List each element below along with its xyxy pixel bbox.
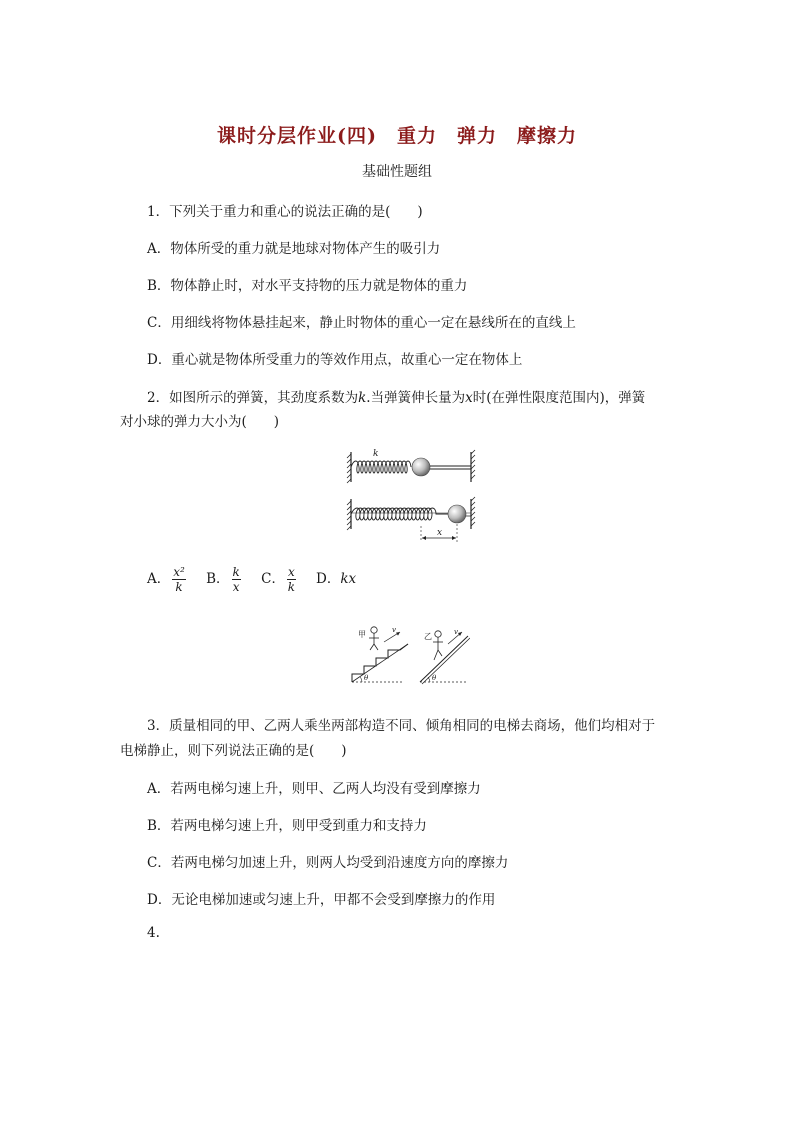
q1-option-c: C．用细线将物体悬挂起来，静止时物体的重心一定在悬线所在的直线上	[147, 315, 576, 331]
q2-stem-line1	[147, 386, 645, 406]
section-subtitle: 基础性题组	[362, 164, 432, 180]
q2-options	[147, 565, 370, 594]
q2-stem-line2: 对小球的弹力大小为( )	[120, 414, 280, 430]
left-theta-label: θ	[364, 674, 369, 682]
page-title: 课时分层作业(四) 重力 弹力 摩擦力	[217, 125, 577, 147]
q1-option-b: B．物体静止时，对水平支持物的压力就是物体的重力	[147, 278, 468, 294]
ball-top	[412, 458, 430, 476]
ball-bottom	[448, 505, 466, 523]
q2-option-d: D．kx	[316, 571, 357, 587]
q1-option-d: D．重心就是物体所受重力的等效作用点，故重心一定在物体上	[147, 352, 523, 368]
spring-figure	[345, 446, 477, 544]
q2-stem-a: 2．如图所示的弹簧，其劲度系数为	[147, 390, 359, 406]
q2-stem-b: .当弹簧伸长量为	[366, 390, 466, 406]
q2-stem-c: 时(在弹性限度范围内)，弹簧	[472, 390, 646, 406]
q3-option-d: D．无论电梯加速或匀速上升，甲都不会受到摩擦力的作用	[147, 892, 496, 908]
fraction-k-over-x: $\frac{k}{x}$	[232, 565, 240, 594]
right-person-label: 乙	[424, 632, 432, 641]
q3-stem-line1: 3．质量相同的甲、乙两人乘坐两部构造不同、倾角相同的电梯去商场，他们均相对于	[147, 718, 656, 734]
fraction-x2-over-k: $\frac{\text{x²}}{k}$	[173, 565, 185, 594]
q3-option-a: A．若两电梯匀速上升，则甲、乙两人均没有受到摩擦力	[147, 781, 481, 797]
q2-option-a: A． $\frac{\text{x²}}{k}$	[147, 565, 185, 594]
ramp-escalator	[420, 628, 470, 684]
stair-escalator	[352, 626, 408, 682]
spring-x-label: x	[437, 528, 443, 538]
spring-k-label: k	[373, 449, 379, 459]
escalator-figure	[348, 622, 470, 688]
q3-stem-line2: 电梯静止，则下列说法正确的是( )	[120, 743, 347, 759]
right-theta-label: θ	[432, 674, 437, 682]
q3-option-c: C．若两电梯匀加速上升，则两人均受到沿速度方向的摩擦力	[147, 855, 509, 871]
fraction-x-over-k: $\frac{x}{k}$	[287, 565, 295, 594]
left-v-label: v	[392, 626, 396, 634]
q2-x-var: x	[465, 390, 473, 406]
q2-k-var: k	[358, 390, 367, 406]
q2-option-c: C． $\frac{x}{k}$	[261, 565, 295, 594]
q2-option-b: B． $\frac{k}{x}$	[206, 565, 240, 594]
q1-stem: 1．下列关于重力和重心的说法正确的是( )	[147, 204, 423, 220]
q4-stem: 4.	[147, 925, 160, 941]
q1-option-a: A．物体所受的重力就是地球对物体产生的吸引力	[147, 241, 441, 257]
left-person-label: 甲	[358, 630, 366, 639]
q3-option-b: B．若两电梯匀速上升，则甲受到重力和支持力	[147, 818, 427, 834]
right-v-label: v	[454, 628, 458, 636]
